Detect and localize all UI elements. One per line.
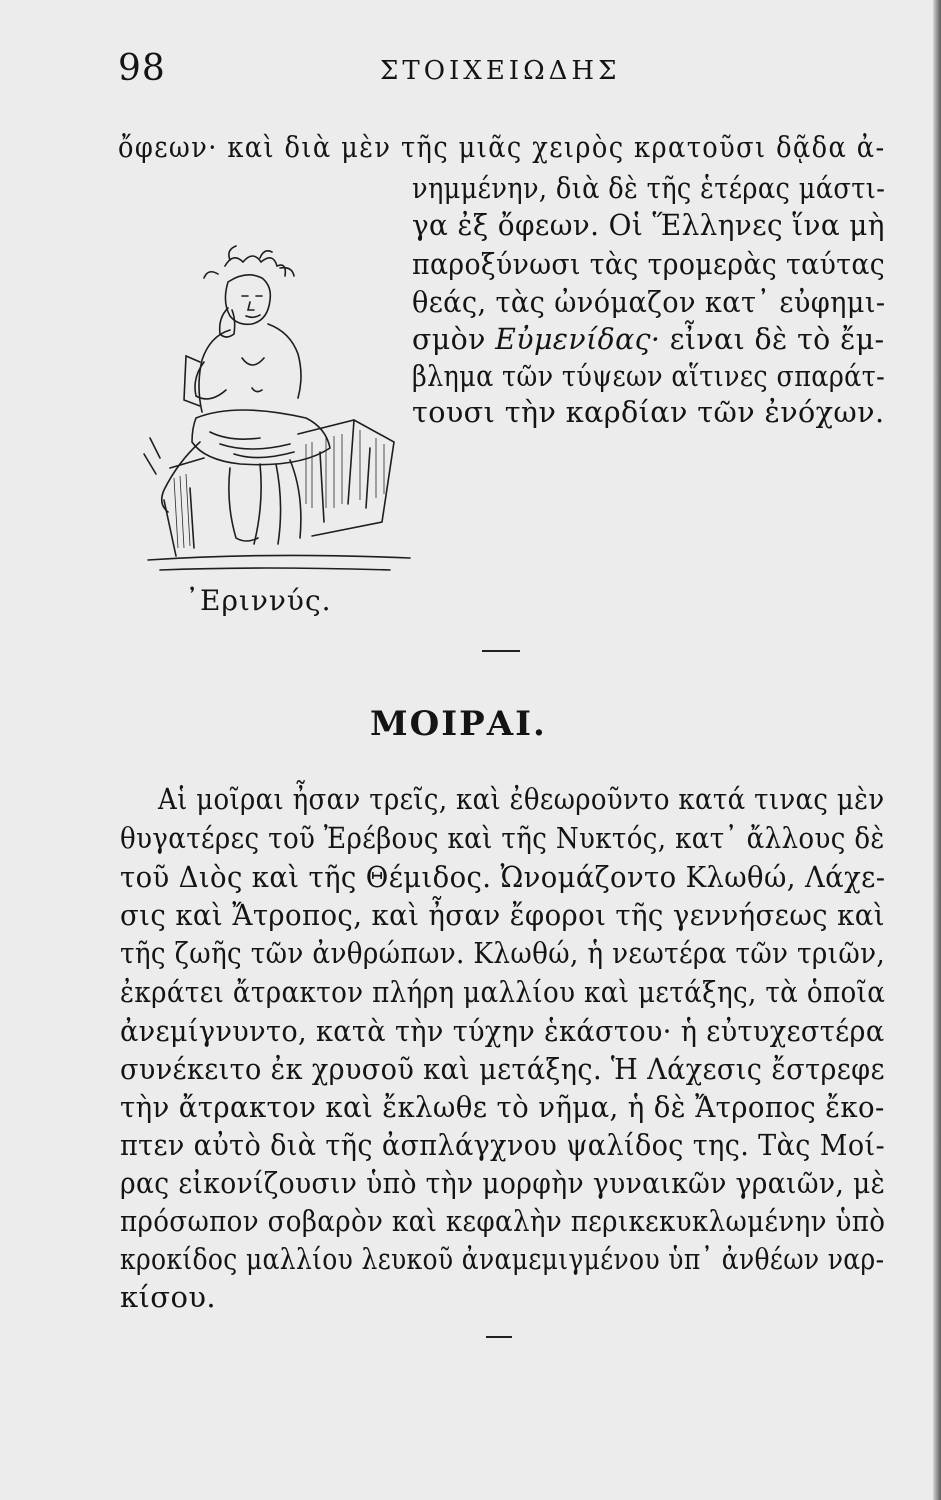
text-line: ἀνεμίγνυντο, κατὰ τὴν τύχην ἑκάστου· ἡ εὐτυχεστέρα bbox=[120, 1014, 885, 1048]
text-line: πτεν αὐτὸ διὰ τῆς ἀσπλάγχνου ψαλίδος της. Τὰς Μοί- bbox=[120, 1128, 885, 1162]
text-fragment: σμὸν bbox=[412, 322, 486, 356]
text-line: κίσου. bbox=[120, 1280, 216, 1314]
text-line: τοῦ Διὸς καὶ τῆς Θέμιδος. Ὠνομάζοντο Κλωθώ, Λάχε- bbox=[120, 860, 886, 894]
text-line: συνέκειτο ἐκ χρυσοῦ καὶ μετάξης. Ἡ Λάχεσις ἔστρεφε bbox=[120, 1052, 885, 1086]
text-line: γα ἐξ ὄφεων. Οἱ Ἕλληνες ἵνα μὴ bbox=[412, 208, 885, 242]
text-line: τῆς ζωῆς τῶν ἀνθρώπων. Κλωθώ, ἡ νεωτέρα τῶν τριῶν, bbox=[120, 936, 886, 970]
section-title: ΜΟΙΡΑΙ. bbox=[370, 704, 547, 744]
text-line: ὄφεων· καὶ διὰ μὲν τῆς μιᾶς χειρὸς κρατοῦσι δᾷδα ἀ- bbox=[118, 130, 886, 164]
text-line: ἐκράτει ἄτρακτον πλήρη μαλλίου καὶ μετάξης, τὰ ὁποῖα bbox=[120, 975, 886, 1009]
page-edge-shadow bbox=[933, 0, 941, 1500]
text-line: ρας εἰκονίζουσιν ὑπὸ τὴν μορφὴν γυναικῶν γραιῶν, μὲ bbox=[120, 1166, 886, 1200]
erinys-engraving bbox=[130, 238, 420, 588]
end-divider bbox=[486, 1336, 512, 1338]
text-line: θεάς, τὰς ὠνόμαζον κατ᾽ εὐφημι- bbox=[412, 285, 886, 319]
text-line: κροκίδος μαλλίου λευκοῦ ἀναμεμιγμένου ὑπ᾽ ἀνθέων ναρ- bbox=[120, 1242, 885, 1276]
text-line: θυγατέρες τοῦ Ἐρέβους καὶ τῆς Νυκτός, κατ᾽ ἄλλους δὲ bbox=[120, 821, 885, 855]
text-line: πρόσωπον σοβαρὸν καὶ κεφαλὴν περικεκυκλωμένην ὑπὸ bbox=[120, 1204, 886, 1238]
text-line: βλημα τῶν τύψεων αἵτινες σπαράτ- bbox=[412, 359, 886, 393]
text-line: τουσι τὴν καρδίαν τῶν ἐνόχων. bbox=[412, 395, 885, 429]
text-line bbox=[412, 320, 885, 358]
running-title: ΣΤΟΙΧΕΙΩΔΗΣ bbox=[380, 56, 621, 86]
text-fragment: εἶναι δὲ τὸ ἔμ- bbox=[669, 322, 885, 356]
text-line: σις καὶ Ἄτροπος, καὶ ἦσαν ἔφοροι τῆς γεννήσεως καὶ bbox=[120, 898, 885, 932]
page-number: 98 bbox=[118, 48, 166, 89]
text-line: τὴν ἄτρακτον καὶ ἔκλωθε τὸ νῆμα, ἡ δὲ Ἄτροπος ἔκο- bbox=[120, 1090, 885, 1124]
italic-word: Εὐμενίδας· bbox=[495, 322, 661, 356]
text-line: νημμένην, διὰ δὲ τῆς ἑτέρας μάστι- bbox=[412, 171, 886, 205]
text-line: Αἱ μοῖραι ἦσαν τρεῖς, καὶ ἐθεωροῦντο κατά τινας μὲν bbox=[158, 782, 885, 816]
text-line: παροξύνωσι τὰς τρομερὰς ταύτας bbox=[412, 247, 886, 281]
section-divider bbox=[482, 650, 520, 652]
figure-caption: ᾿Εριννύς. bbox=[185, 584, 332, 617]
